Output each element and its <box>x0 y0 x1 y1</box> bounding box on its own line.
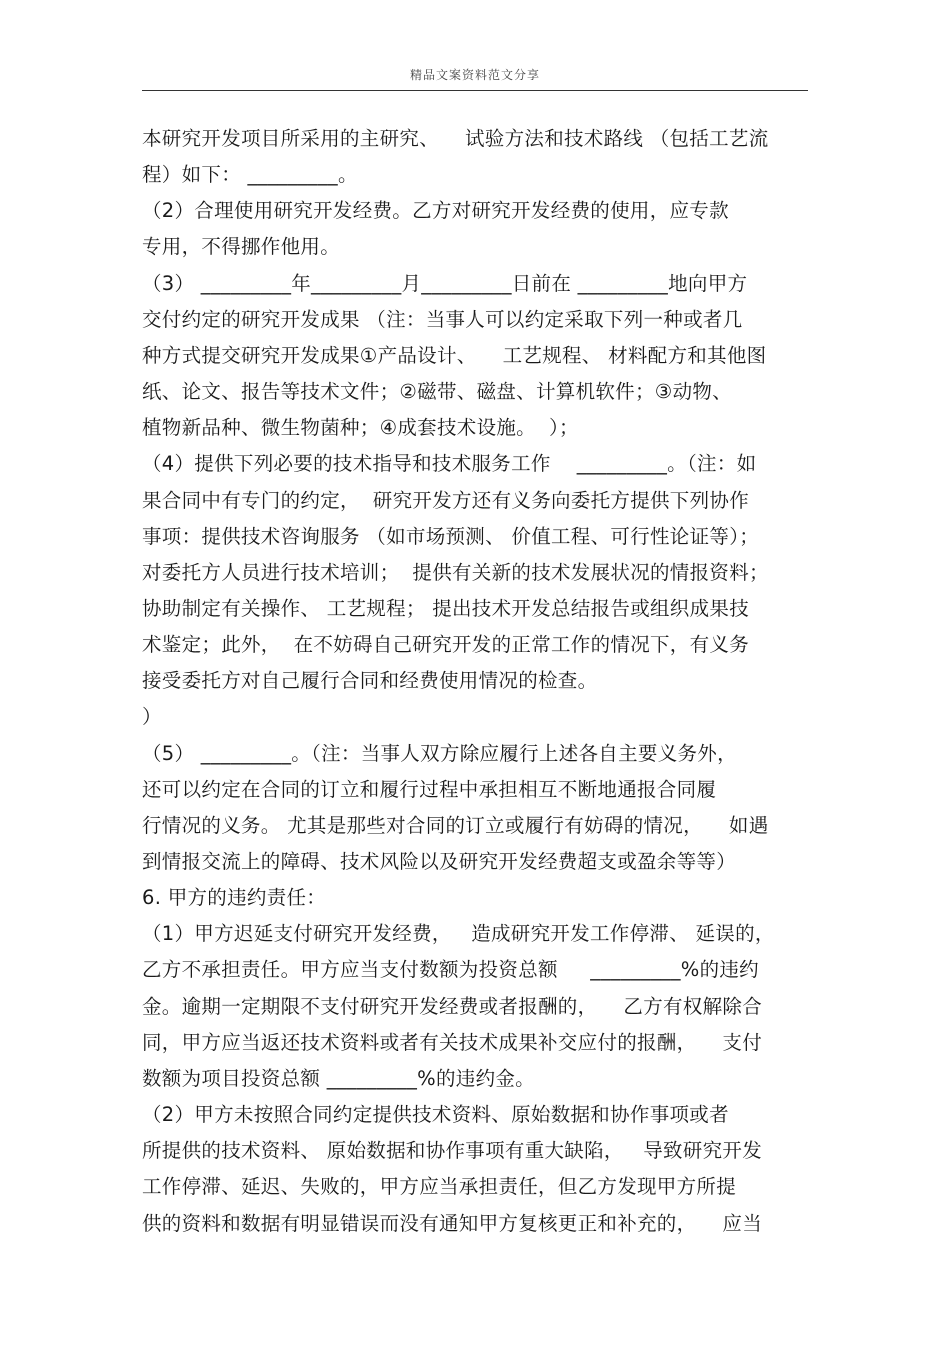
text-line: （3） _________年_________月_________日前在 _________地向甲方 <box>142 271 748 295</box>
text-line: （5） _________。（注：当事人双方除应履行上述各自主要义务外， <box>142 741 737 765</box>
text-line: 事项：提供技术咨询服务 （如市场预测、 价值工程、可行性论证等）； <box>142 524 760 548</box>
text-line: 种方式提交研究开发成果①产品设计、 工艺规程、 材料配方和其他图 <box>142 343 767 367</box>
text-line: （2）甲方未按照合同约定提供技术资料、原始数据和协作事项或者 <box>142 1103 729 1126</box>
text-line: 程）如下： _________。 <box>142 163 358 187</box>
text-line: 供的资料和数据有明显错误而没有通知甲方复核更正和补充的， 应当 <box>142 1211 762 1235</box>
header-divider <box>142 90 808 91</box>
text-line: 接受委托方对自己履行合同和经费使用情况的检查。 <box>142 669 598 693</box>
text-line: 纸、论文、报告等技术文件；②磁带、磁盘、计算机软件；③动物、 <box>142 380 732 403</box>
text-line: 6. 甲方的违约责任： <box>142 886 327 910</box>
text-line: ） <box>142 705 162 729</box>
text-line: 专用，不得挪作他用。 <box>142 235 341 259</box>
text-line: 术鉴定；此外， 在不妨碍自己研究开发的正常工作的情况下，有义务 <box>142 633 749 657</box>
text-line: 对委托方人员进行技术培训； 提供有关新的技术发展状况的情报资料； <box>142 560 769 584</box>
text-line: 所提供的技术资料、 原始数据和协作事项有重大缺陷， 导致研究开发 <box>142 1139 762 1163</box>
text-line: 同，甲方应当返还技术资料或者有关技术成果补交应付的报酬， 支付 <box>142 1030 762 1054</box>
text-line: （1）甲方迟延支付研究开发经费， 造成研究开发工作停滞、 延误的， <box>142 922 775 946</box>
text-line: 果合同中有专门的约定， 研究开发方还有义务向委托方提供下列协作 <box>142 488 749 512</box>
text-line: 协助制定有关操作、 工艺规程； 提出技术开发总结报告或组织成果技 <box>142 597 749 620</box>
text-line: 工作停滞、延迟、失败的，甲方应当承担责任，但乙方发现甲方所提 <box>142 1175 737 1199</box>
text-line: （4）提供下列必要的技术指导和技术服务工作 _________。（注：如 <box>142 452 757 476</box>
page-header: 精品文案资料范文分享 <box>409 68 540 82</box>
text-line: 到情报交流上的障碍、技术风险以及研究开发经费超支或盈余等等） <box>142 850 737 873</box>
text-line: 行情况的义务。 尤其是那些对合同的订立或履行有妨碍的情况， 如遇 <box>142 813 769 837</box>
text-line: 乙方不承担责任。甲方应当支付数额为投资总额 _________%的违约 <box>142 958 759 982</box>
text-line: 金。逾期一定期限不支付研究开发经费或者报酬的， 乙方有权解除合 <box>142 994 762 1018</box>
text-line: 本研究开发项目所采用的主研究、 试验方法和技术路线 （包括工艺流 <box>142 127 769 150</box>
text-line: （2）合理使用研究开发经费。乙方对研究开发经费的使用，应专款 <box>142 199 729 223</box>
text-line: 数额为项目投资总额 _________%的违约金。 <box>142 1066 535 1090</box>
text-line: 交付约定的研究开发成果 （注：当事人可以约定采取下列一种或者几 <box>142 307 743 331</box>
text-line: 植物新品种、微生物菌种；④成套技术设施。 ）； <box>142 416 579 440</box>
text-line: 还可以约定在合同的订立和履行过程中承担相互不断地通报合同履 <box>142 777 717 801</box>
